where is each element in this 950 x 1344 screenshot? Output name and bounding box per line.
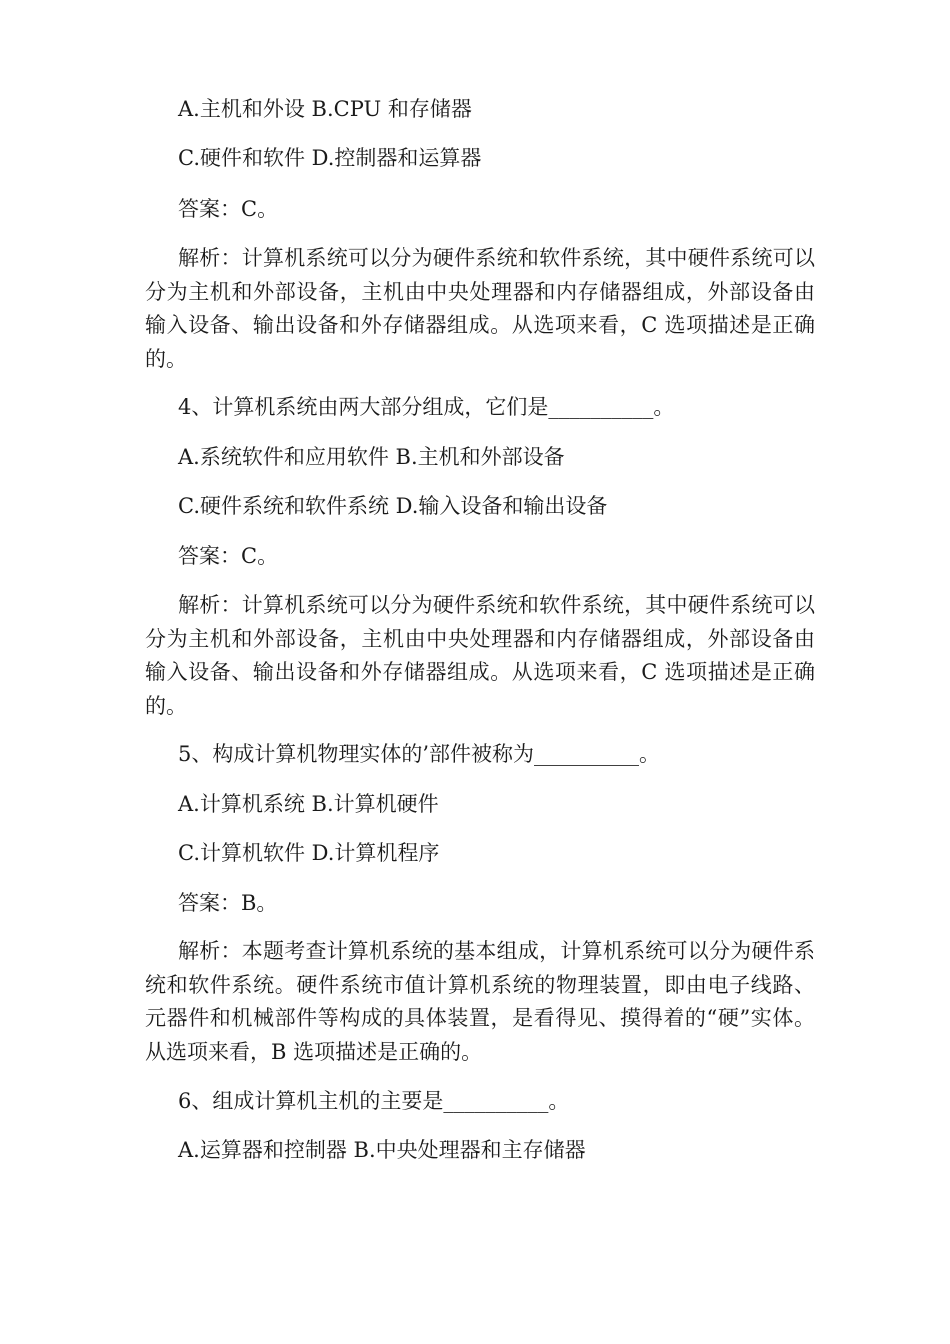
q5-options-ab: A.计算机系统 B.计算机硬件: [178, 792, 439, 816]
q3-options-cd: C.硬件和软件 D.控制器和运算器: [178, 146, 482, 170]
q5-options-cd: C.计算机软件 D.计算机程序: [178, 841, 440, 865]
q4-options-ab: A.系统软件和应用软件 B.主机和外部设备: [178, 445, 565, 469]
q5-answer: 答案：B。: [178, 891, 278, 915]
q5-analysis: 解析：本题考查计算机系统的基本组成，计算机系统可以分为硬件系统和软件系统。硬件系统市值计算机系统的物理装置，即由电子线路、元器件和机械部件等构成的具体装置，是看得见、摸得着的“硬”实体。从选项来看，B 选项描述是正确的。: [145, 939, 815, 1064]
q3-options-ab: A.主机和外设 B.CPU 和存储器: [178, 97, 472, 121]
q3-analysis: 解析：计算机系统可以分为硬件系统和软件系统，其中硬件系统可以分为主机和外部设备，主机由中央处理器和内存储器组成，外部设备由输入设备、输出设备和外存储器组成。从选项来看，C 选项描述是正确的。: [145, 246, 815, 371]
q4-answer: 答案：C。: [178, 544, 279, 568]
q4-options-cd: C.硬件系统和软件系统 D.输入设备和输出设备: [178, 494, 608, 518]
q4-analysis: 解析：计算机系统可以分为硬件系统和软件系统，其中硬件系统可以分为主机和外部设备，主机由中央处理器和内存储器组成，外部设备由输入设备、输出设备和外存储器组成。从选项来看，C 选项描述是正确的。: [145, 593, 815, 718]
q4-question: 4、计算机系统由两大部分组成，它们是__________。: [178, 395, 675, 419]
q3-answer: 答案：C。: [178, 197, 279, 221]
q6-question: 6、组成计算机主机的主要是__________。: [178, 1089, 570, 1113]
q5-question: 5、构成计算机物理实体的’部件被称为__________。: [178, 742, 661, 766]
q6-options-ab: A.运算器和控制器 B.中央处理器和主存储器: [178, 1138, 586, 1162]
